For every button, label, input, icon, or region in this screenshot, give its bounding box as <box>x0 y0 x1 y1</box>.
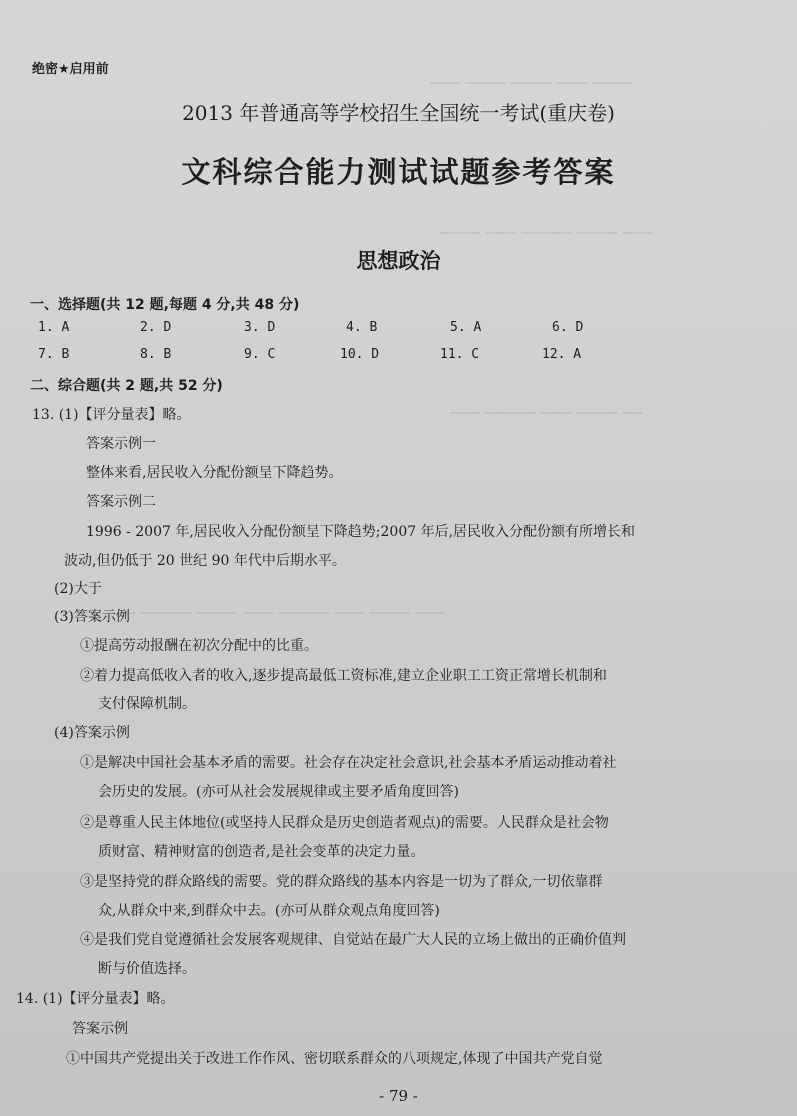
q13-part1: 13. (1)【评分量表】略。 <box>32 407 191 423</box>
section1-heading: 一、选择题(共 12 题,每题 4 分,共 48 分) <box>30 297 300 313</box>
q13-part4-item: ②是尊重人民主体地位(或坚持人民群众是历史创造者观点)的需要。人民群众是社会物 <box>80 815 609 831</box>
answer-item: 6. D <box>552 320 584 335</box>
section2-heading: 二、综合题(共 2 题,共 52 分) <box>30 378 223 394</box>
answer-item: 7. B <box>38 347 70 362</box>
answer-item: 2. D <box>140 320 172 335</box>
answer-item: 4. B <box>346 320 378 335</box>
subject-heading: 思想政治 <box>356 249 441 273</box>
q13-part4-item: ①是解决中国社会基本矛盾的需要。社会存在决定社会意识,社会基本矛盾运动推动着社 <box>80 755 617 771</box>
q13-part4: (4)答案示例 <box>54 725 130 741</box>
q13-part4-item: 质财富、精神财富的创造者,是社会变革的决定力量。 <box>98 844 425 860</box>
q13-part4-item: 会历史的发展。(亦可从社会发展规律或主要矛盾角度回答) <box>98 784 459 800</box>
q13-part3-item: ①提高劳动报酬在初次分配中的比重。 <box>80 638 318 654</box>
answer-item: 9. C <box>244 347 276 362</box>
q14-example-text: ①中国共产党提出关于改进工作作风、密切联系群众的八项规定,体现了中国共产党自觉 <box>66 1051 603 1067</box>
secret-label: 绝密★启用前 <box>32 62 109 77</box>
q13-part4-item: ④是我们党自觉遵循社会发展客观规律、自觉站在最广大人民的立场上做出的正确价值判 <box>80 932 626 948</box>
q14-part1: 14. (1)【评分量表】略。 <box>16 991 175 1007</box>
answer-item: 12. A <box>542 347 582 362</box>
q13-example2-text: 波动,但仍低于 20 世纪 90 年代中后期水平。 <box>64 553 346 569</box>
page-number: - 79 - <box>379 1087 418 1105</box>
q13-example1-label: 答案示例一 <box>86 436 156 452</box>
answer-row <box>34 320 594 342</box>
q14-example-label: 答案示例 <box>72 1021 128 1037</box>
show-through-text: ▁▁▁▁ ▁▁▁ ▁▁▁▁▁ ▁▁▁▁ ▁▁▁ ▁▁▁▁▁ ▁▁▁ ▁▁▁▁ ▁▁▁ <box>60 600 447 614</box>
show-through-text: ▁▁▁ ▁▁▁▁ ▁▁▁▁ ▁▁▁ ▁▁▁▁ <box>430 70 634 84</box>
q13-example2-label: 答案示例二 <box>86 494 156 510</box>
q13-part3: (3)答案示例 <box>54 609 130 625</box>
q13-example2-text: 1996 - 2007 年,居民收入分配份额呈下降趋势;2007 年后,居民收入分配份额有所增长和 <box>86 524 636 540</box>
answer-item: 8. B <box>140 347 172 362</box>
answer-item: 3. D <box>244 320 276 335</box>
q13-part4-item: 众,从群众中来,到群众中去。(亦可从群众观点角度回答) <box>98 903 440 919</box>
q13-part4-item: ③是坚持党的群众路线的需要。党的群众路线的基本内容是一切为了群众,一切依靠群 <box>80 874 603 890</box>
answer-item: 5. A <box>450 320 482 335</box>
show-through-text: ▁▁▁ ▁▁▁▁▁ ▁▁▁ ▁▁▁▁ ▁▁ <box>450 400 644 414</box>
answer-row <box>34 347 594 369</box>
exam-title: 2013 年普通高等学校招生全国统一考试(重庆卷) <box>182 101 615 125</box>
answer-item: 10. D <box>340 347 380 362</box>
q13-part3-item: ②着力提高低收入者的收入,逐步提高最低工资标准,建立企业职工工资正常增长机制和 <box>80 668 607 684</box>
q13-part4-item: 断与价值选择。 <box>98 961 196 977</box>
q13-example1-text: 整体来看,居民收入分配份额呈下降趋势。 <box>86 465 343 481</box>
q13-part3-item: 支付保障机制。 <box>98 696 196 712</box>
answer-item: 11. C <box>440 347 480 362</box>
q13-part2: (2)大于 <box>54 581 102 597</box>
show-through-text: ▁▁▁▁ ▁▁▁ ▁▁▁▁▁ ▁▁▁▁ ▁▁▁ <box>440 220 654 234</box>
answer-item: 1. A <box>38 320 70 335</box>
document-title: 文科综合能力测试试题参考答案 <box>181 155 616 189</box>
